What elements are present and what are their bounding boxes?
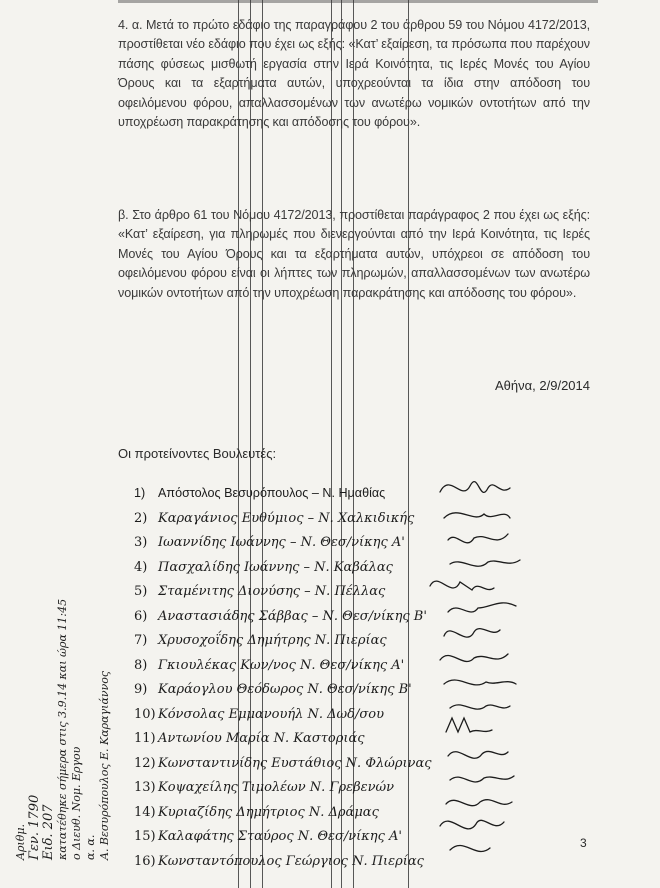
- paragraph-a: [118, 16, 590, 132]
- signatory-name: Αναστασιάδης Σάββας – Ν. Θεσ/νίκης Β': [158, 608, 427, 624]
- signatory-number: 1): [134, 486, 146, 500]
- signatory-name: Καλαφάτης Σταύρος Ν. Θεσ/νίκης Α': [158, 829, 402, 844]
- stamp-line: Αριθμ.: [14, 824, 27, 860]
- signatory-number: 15): [134, 829, 156, 844]
- signatory-row: [134, 829, 464, 854]
- document-date: Αθήνα, 2/9/2014: [495, 378, 590, 393]
- signatory-row: [134, 486, 464, 511]
- signatory-row: [134, 511, 464, 536]
- signatory-number: 11): [134, 731, 156, 746]
- top-edge-artifact: [118, 0, 598, 3]
- signatory-number: 8): [134, 657, 148, 673]
- signatory-name: Ιωαννίδης Ιωάννης – Ν. Θεσ/νίκης Α': [158, 535, 405, 550]
- stamp-general-number: Γεν. 1790: [27, 794, 42, 860]
- signatory-name: Καραγάνιος Ευθύμιος – Ν. Χαλκιδικής: [158, 510, 415, 526]
- signatory-number: 7): [134, 633, 148, 648]
- signatory-number: 2): [134, 510, 148, 526]
- signatory-name: Κωνσταντινίδης Ευστάθιος Ν. Φλώρινας: [158, 755, 432, 771]
- signatory-name: Γκιουλέκας Κων/νος Ν. Θεσ/νίκης Α': [158, 657, 405, 673]
- signatory-number: 13): [134, 780, 156, 795]
- paragraph-a-text: 4. α. Μετά το πρώτο εδάφιο της παραγράφου 2 του άρθρου 59 του Νόμου 4172/2013, προστίθεται νέο εδάφιο που έχει ως εξής: «Κατ’ εξαίρεση, τα πρόσωπα που παρέχουν πάσης φύσεως μισθωτή εργασία στην Ιερά Κοινότητα, τις Ιερές Μονές του Αγίου Όρους και τα εξαρτήματα αυτών, υποχρεούνται τα ίδια στην απόδοση του οφειλόμενου φόρου, απαλλασσομένων των ανωτέρω νομικών οντοτήτων από την υποχρέωση παρακράτησης και απόδοσης του φόρου».: [118, 18, 590, 130]
- signatory-name: Κόνσολας Εμμανουήλ Ν. Δωδ/σου: [158, 706, 384, 722]
- registration-stamp: [14, 599, 112, 860]
- signatory-number: 3): [134, 535, 148, 550]
- signatory-number: 16): [134, 853, 156, 869]
- signatory-row: [134, 805, 464, 830]
- signatory-name: Καράογλου Θεόδωρος Ν. Θεσ/νίκης Β': [158, 682, 412, 697]
- signatory-row: [134, 633, 464, 658]
- signatory-number: 12): [134, 755, 156, 771]
- signatory-row: [134, 731, 464, 756]
- stamp-director-line: ο Διευθ. Νομ. Εργου: [70, 746, 83, 860]
- signatory-number: 6): [134, 608, 148, 624]
- signatory-number: 10): [134, 706, 156, 722]
- signatories-list: [134, 486, 464, 878]
- signatory-number: 4): [134, 559, 148, 575]
- signatory-row: [134, 609, 464, 634]
- signatory-name: Πασχαλίδης Ιωάννης – Ν. Καβάλας: [158, 559, 393, 575]
- signatory-row: [134, 854, 464, 879]
- handwritten-signatures: [420, 470, 660, 870]
- signatory-name: Κωνσταντόπουλος Γεώργιος Ν. Πιερίας: [158, 853, 424, 869]
- signatory-number: 14): [134, 804, 156, 820]
- signatory-row: [134, 560, 464, 585]
- signatory-name: Σταμένιτης Διονύσης – Ν. Πέλλας: [158, 584, 386, 599]
- signatories-heading: Οι προτείνοντες Βουλευτές:: [118, 446, 277, 461]
- signatory-number: 5): [134, 584, 148, 599]
- stamp-filed-line: κατατέθηκε σήμερα στις 3.9.14 και ώρα 11:45: [56, 598, 69, 860]
- signatory-name: Κυριαζίδης Δημήτριος Ν. Δράμας: [158, 804, 379, 820]
- page-number: 3: [580, 836, 587, 850]
- signatory-name: Αντωνίου Μαρία Ν. Καστοριάς: [158, 731, 365, 746]
- signatory-name: Κοψαχείλης Τιμολέων Ν. Γρεβενών: [158, 780, 394, 795]
- signatory-row: [134, 658, 464, 683]
- paragraph-b: [118, 206, 590, 303]
- stamp-aa-line: α. α.: [84, 834, 97, 860]
- signatory-row: [134, 584, 464, 609]
- signatory-row: [134, 780, 464, 805]
- stamp-special-number: Ειδ. 207: [41, 804, 56, 860]
- paragraph-b-text: β. Στο άρθρο 61 του Νόμου 4172/2013, προστίθεται παράγραφος 2 που έχει ως εξής: «Κατ’ εξαίρεση, για πληρωμές που διενεργούνται από την Ιερά Κοινότητα, τις Ιερές Μονές του Αγίου Όρους και τα εξαρτήματα αυτών, υπόχρεοι σε απόδοση του οφειλόμενου φόρου είναι οι λήπτες των πληρωμών, απαλλασσομένων των ανωτέρω νομικών οντοτήτων από την υποχρέωση παρακράτησης και απόδοσης του φόρου».: [118, 208, 590, 300]
- signatory-row: [134, 682, 464, 707]
- stamp-depositors: Α. Βεσυρόπουλος Ε. Καραγιάννος: [98, 670, 111, 860]
- signatory-name: Χρυσοχοΐδης Δημήτρης Ν. Πιερίας: [158, 633, 387, 648]
- signatory-row: [134, 756, 464, 781]
- signatory-row: [134, 707, 464, 732]
- signatory-number: 9): [134, 682, 148, 697]
- signatory-row: [134, 535, 464, 560]
- signatory-name: Απόστολος Βεσυρόπουλος – Ν. Ημαθίας: [158, 486, 386, 500]
